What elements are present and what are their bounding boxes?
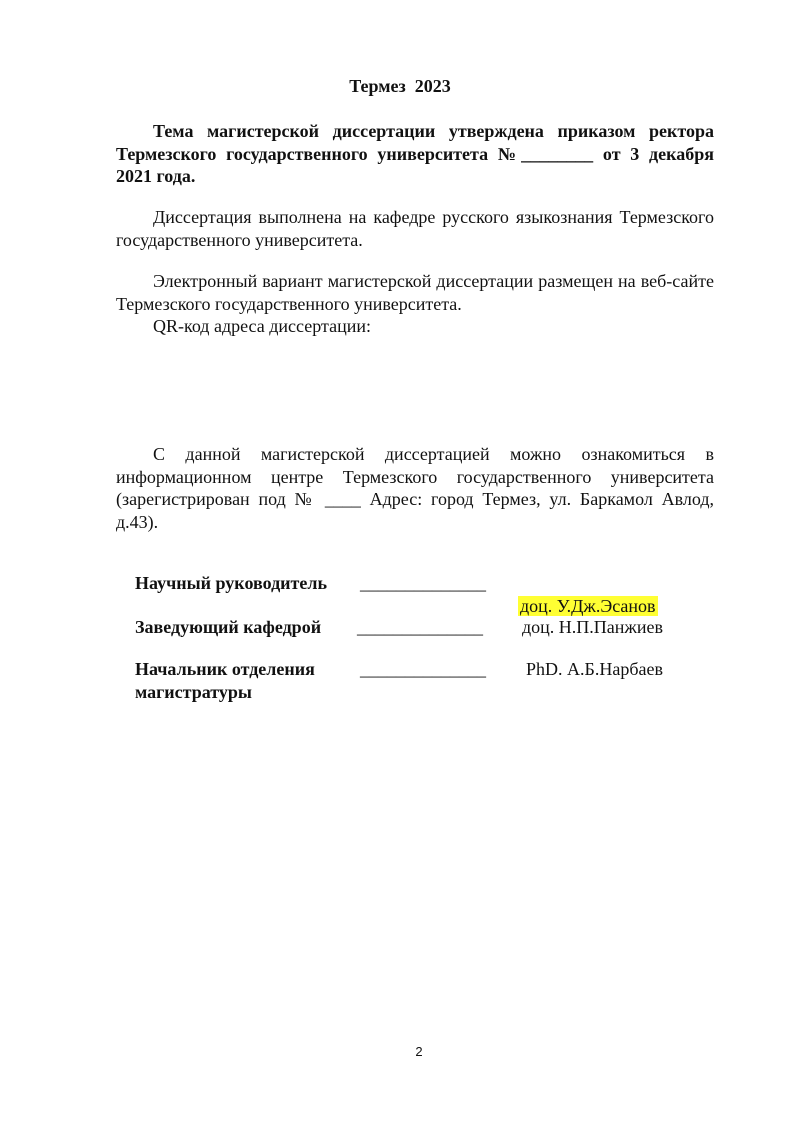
highlighted-supervisor-name: доц. У.Дж.Эсанов xyxy=(520,595,656,616)
signature-line-supervisor: ______________ xyxy=(360,573,486,593)
approval-paragraph: Тема магистерской диссертации утверждена приказом ректора Термезского государственного университета №________ от 3 декабря 2021 года. xyxy=(116,121,714,186)
signature-name-head-of-masters: PhD. А.Б.Нарбаев xyxy=(526,659,663,679)
availability-paragraph: С данной магистерской диссертацией можно ознакомиться в информационном центре Термезского государственного университета (зарегистрирован под № ____ Адрес: город Термез, ул. Баркамол Авлод, д.43). xyxy=(116,444,714,532)
signature-role-head-of-masters: Начальник отделения магистратуры xyxy=(135,659,315,702)
page-number: 2 xyxy=(415,1044,423,1059)
signature-line-head-of-department: ______________ xyxy=(357,617,483,637)
signature-role-supervisor: Научный руководитель xyxy=(135,573,327,593)
electronic-version-paragraph: Электронный вариант магистерской диссертации размещен на веб-сайте Термезского государственного университета. xyxy=(116,271,714,314)
signature-role-head-of-department: Заведующий кафедрой xyxy=(135,617,322,637)
signature-name-head-of-department: доц. Н.П.Панжиев xyxy=(522,617,663,637)
department-paragraph: Диссертация выполнена на кафедре русского языкознания Термезского государственного университета. xyxy=(116,207,714,250)
signature-line-head-of-masters: ______________ xyxy=(360,659,486,679)
page-header-title: Термез 2023 xyxy=(349,76,451,96)
qr-code-label: QR-код адреса диссертации: xyxy=(153,316,371,336)
